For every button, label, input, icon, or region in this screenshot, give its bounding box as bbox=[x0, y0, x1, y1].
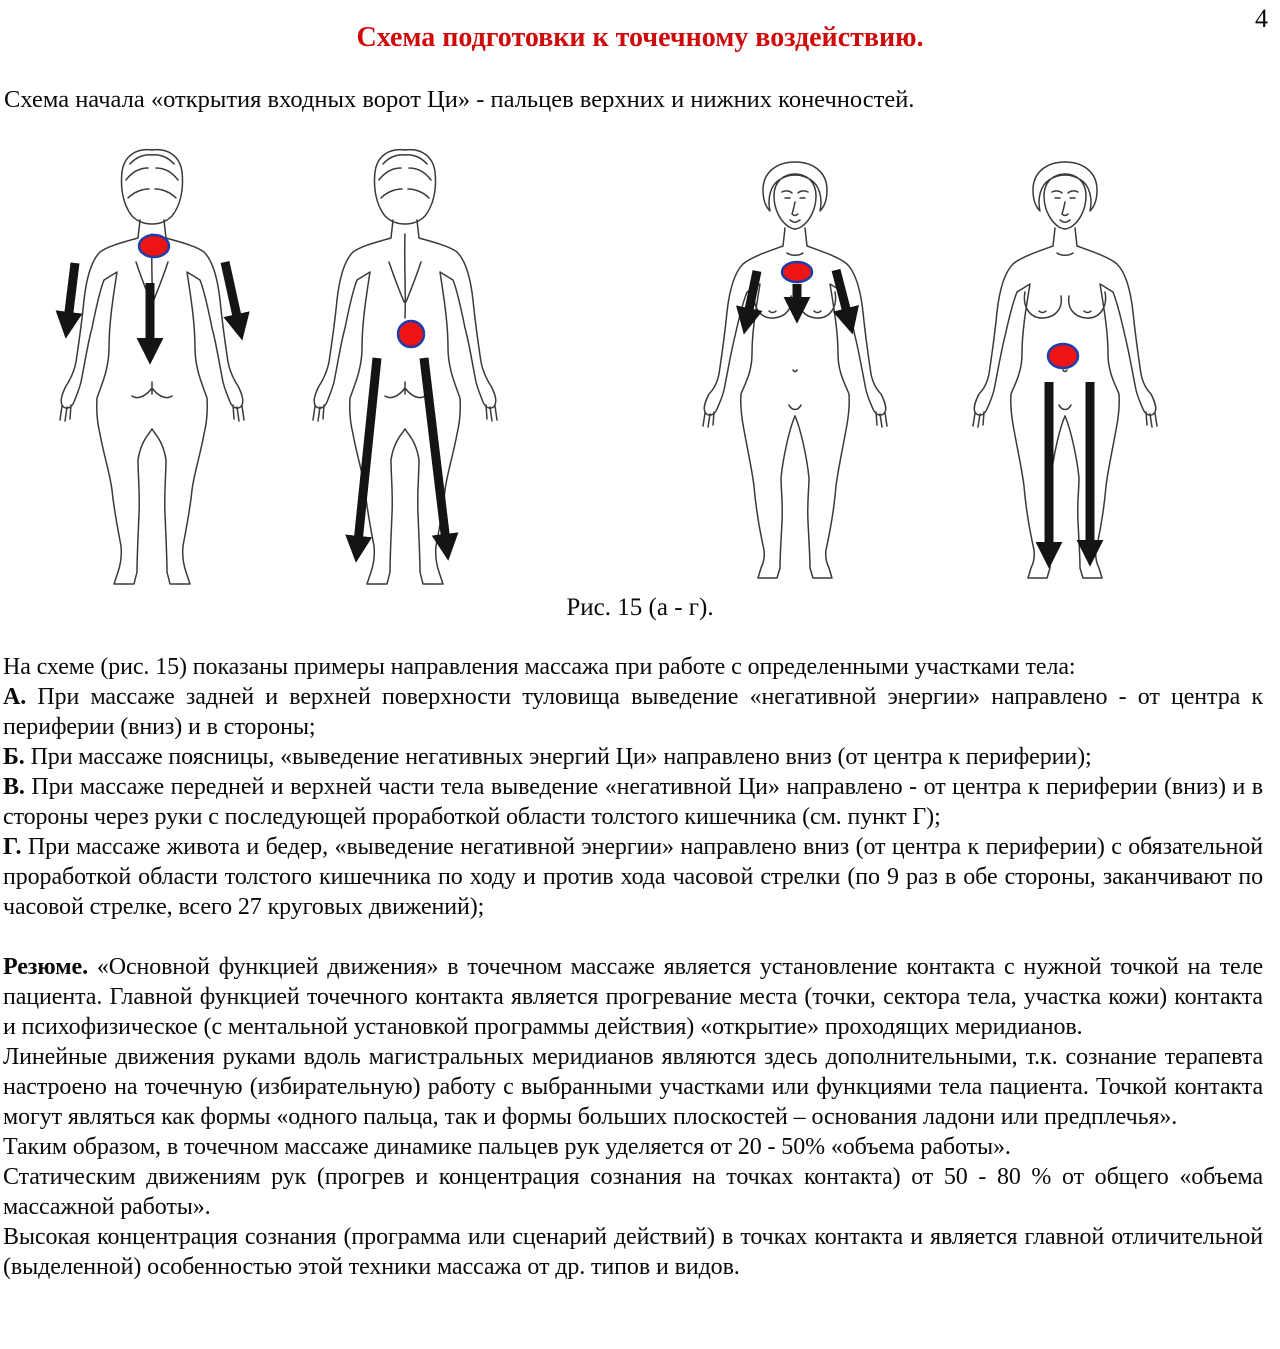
paragraph: Статическим движениям рук (прогрев и концентрация сознания на точках контакта) от 50 - 80 % от общего «объема массажной работы». bbox=[3, 1164, 1263, 1220]
list-item-a bbox=[3, 682, 1263, 742]
massage-direction-arrows bbox=[67, 262, 240, 354]
page-number: 4 bbox=[1255, 4, 1268, 33]
body-outline-back bbox=[313, 150, 497, 584]
energy-point-marker bbox=[139, 235, 169, 257]
paragraph: Высокая концентрация сознания (программа или сценарий действий) в точках контакта и является главной отличительной (выделенной) особенностью этой техники массажа от др. типов и видов. bbox=[3, 1224, 1263, 1280]
body-outline-back bbox=[60, 150, 244, 584]
summary-label: Резюме. bbox=[3, 954, 88, 980]
item-text: При массаже живота и бедер, «выведение негативной энергии» направлено вниз (от центра к периферии) с обязательной проработкой области толстого кишечника по ходу и против хода часовой стрелки (по 9 раз в обе стороны, заканчивают по часовой стрелке, всего 27 круговых движений); bbox=[3, 834, 1263, 920]
energy-point-marker bbox=[1048, 344, 1078, 368]
item-label: Г. bbox=[3, 834, 22, 860]
figure-panel-a-back-view bbox=[52, 142, 252, 592]
body-outline-front bbox=[703, 162, 887, 578]
list-item-g bbox=[3, 832, 1263, 922]
summary-text: «Основной функцией движения» в точечном массаже является установление контакта с нужной точкой на теле пациента. Главной функцией точечного контакта является прогревание места (точки, сектора тела, участка кожи) контакта и психофизическое (с ментальной установкой программы действия) «открытие» проходящих меридианов. bbox=[3, 954, 1263, 1040]
paragraph: Таким образом, в точечном массаже динамике пальцев рук уделяется от 20 - 50% «объема работы». bbox=[3, 1134, 1011, 1160]
figure-panel-b-back-view bbox=[305, 142, 505, 592]
lead-paragraph: На схеме (рис. 15) показаны примеры направления массажа при работе с определенными участками тела: bbox=[3, 654, 1076, 680]
item-label: Б. bbox=[3, 744, 25, 770]
item-text: При массаже поясницы, «выведение негативных энергий Ци» направлено вниз (от центра к периферии); bbox=[30, 744, 1092, 770]
paragraph: Линейные движения руками вдоль магистральных меридианов являются здесь дополнительными, т.к. сознание терапевта настроено на точечную (избирательную) работу с выбранными участками или функциями тела пациента. Точкой контакта могут являться как формы «одного пальца, так и формы больших плоскостей – основания ладони или предплечья». bbox=[3, 1044, 1263, 1130]
body-text bbox=[3, 652, 1263, 1282]
list-item-v bbox=[3, 772, 1263, 832]
energy-point-marker bbox=[782, 262, 812, 282]
summary-paragraph bbox=[3, 952, 1263, 1042]
item-label: А. bbox=[3, 684, 27, 710]
item-text: При массаже задней и верхней поверхности туловища выведение «негативной энергии» направлено - от центра к периферии (вниз) и в стороны; bbox=[3, 684, 1263, 740]
item-label: В. bbox=[3, 774, 25, 800]
energy-point-marker bbox=[398, 321, 424, 347]
item-text: При массаже передней и верхней части тела выведение «негативной Ци» направлено - от центра к периферии (вниз) и в стороны через руки с последующей проработкой области толстого кишечника (см. пункт Г); bbox=[3, 774, 1263, 830]
body-outline-front bbox=[973, 162, 1157, 578]
page-title: Схема подготовки к точечному воздействию. bbox=[356, 22, 924, 53]
figure-15-panels bbox=[0, 0, 1280, 620]
figure-panel-v-front-view bbox=[695, 158, 895, 593]
figure-intro-line: Схема начала «открытия входных ворот Ци» - пальцев верхних и нижних конечностей. bbox=[4, 86, 915, 113]
figure-panel-g-front-view bbox=[965, 158, 1165, 593]
figure-caption: Рис. 15 (а - г). bbox=[566, 594, 714, 621]
list-item-b bbox=[3, 742, 1263, 772]
